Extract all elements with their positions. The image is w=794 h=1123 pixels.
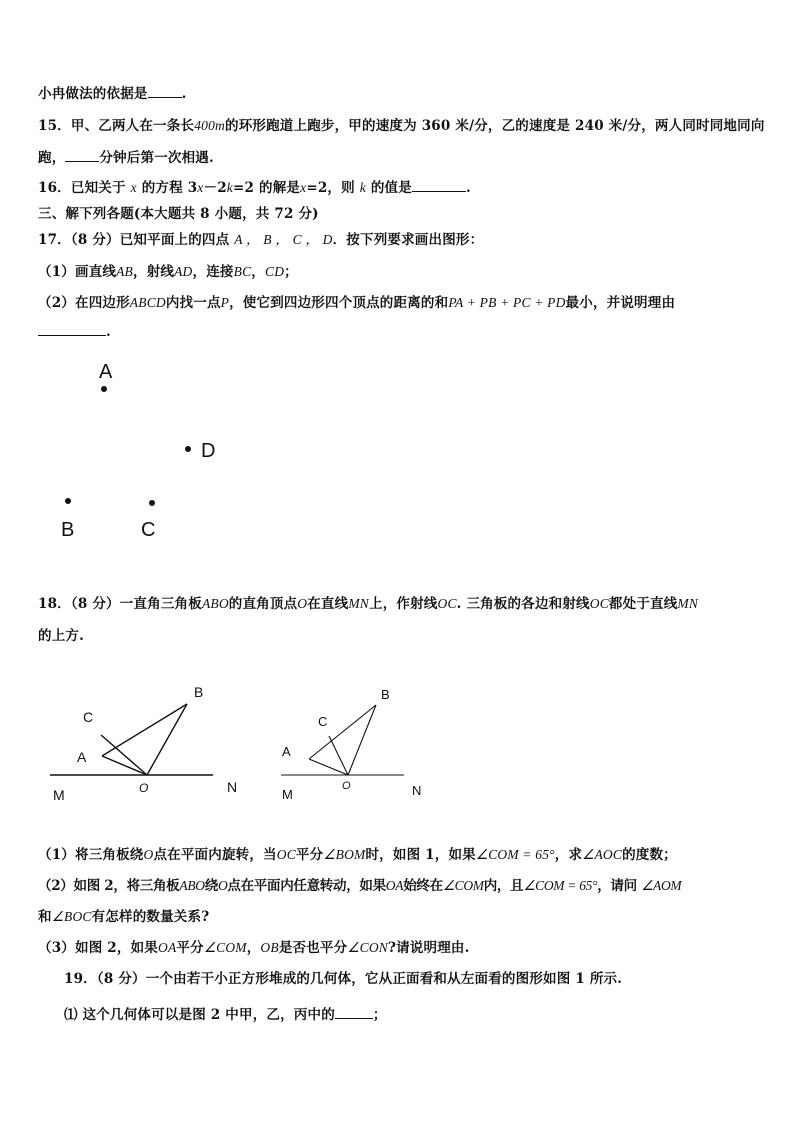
point-C [149, 500, 155, 506]
math: k [359, 180, 366, 195]
question-18-2-cont [38, 905, 209, 925]
text: ， [246, 940, 261, 956]
question-18-cont [38, 624, 84, 644]
label-M: M [282, 787, 293, 802]
text: 的值是 [370, 180, 412, 196]
question-19 [64, 967, 622, 987]
math: ∠BOC [51, 909, 92, 924]
math: ∠COM = 65° [475, 847, 555, 862]
math: OA [158, 940, 177, 955]
question-15-cont [38, 146, 214, 166]
math: A ， B ， C ， D [234, 232, 333, 247]
text: . 三角板的各边和射线 [456, 596, 590, 612]
text: ； [372, 1007, 387, 1023]
text: ?请说明理由. [388, 940, 470, 956]
label-A: A [99, 361, 113, 383]
text: 19．（8 分）一个由若干小正方形堆成的几何体，它从正面看和从左面看的图形如图 1 所示. [64, 971, 623, 987]
text: ，射线 [133, 264, 175, 280]
text: ，使它到四边形四个顶点的距离的和 [229, 295, 449, 311]
math: 400m [194, 118, 225, 133]
answer-blank [65, 149, 99, 162]
text: 点在平面内任意转动，如果 [227, 878, 386, 894]
figure-18-2 [278, 680, 438, 810]
figure-18-1 [45, 680, 265, 810]
text: （1）将三角板绕 [38, 847, 144, 863]
label-O: O [139, 781, 149, 795]
text: =2 的解是 [233, 180, 301, 196]
math: ABO [179, 878, 205, 893]
label-B: B [381, 687, 390, 702]
label-B: B [61, 519, 75, 541]
question-17-2-cont [38, 323, 111, 340]
text: . [465, 180, 471, 196]
text: 分钟后第一次相遇. [99, 150, 214, 166]
text: 在直线 [307, 596, 349, 612]
math: O [297, 596, 308, 611]
question-19-1 [64, 1003, 387, 1023]
point-B [65, 498, 71, 504]
math: MN [677, 596, 699, 611]
math: OA [385, 878, 404, 893]
label-A: A [77, 749, 87, 765]
question-18 [38, 592, 698, 612]
text: ．按下列要求画出图形： [332, 232, 484, 248]
text: ，请问 [597, 878, 637, 894]
label-C: C [141, 519, 156, 541]
label-N: N [412, 783, 422, 798]
figure-four-points [40, 355, 300, 555]
segment-OB [348, 705, 376, 775]
math: CD [264, 264, 285, 279]
text: （1）画直线 [38, 264, 117, 280]
text: 三、解下列各题(本大题共 8 小题，共 72 分) [38, 206, 319, 222]
text: . [181, 86, 187, 102]
text: 跑， [38, 150, 66, 166]
text-line-1 [38, 82, 187, 102]
answer-blank [412, 179, 466, 192]
math: OB [260, 940, 279, 955]
label-M: M [53, 787, 65, 803]
text: 内，且 [483, 878, 524, 894]
math: ∠BOM [323, 847, 366, 862]
label-D: D [201, 440, 216, 462]
math: O [143, 847, 154, 862]
text: ，连接 [192, 264, 234, 280]
text: 的度数； [622, 847, 677, 863]
text: 的方程 3 [141, 180, 198, 196]
math: BC [233, 264, 252, 279]
text: （2）在四边形 [38, 295, 130, 311]
label-A: A [282, 744, 291, 759]
math: OC [276, 847, 296, 862]
text: （3）如图 2，如果 [38, 940, 158, 956]
math: ∠COM [442, 878, 484, 893]
text: 平分 [295, 847, 324, 863]
question-18-3 [38, 936, 470, 956]
question-18-1 [38, 843, 677, 863]
math: ∠CON [347, 940, 388, 955]
segment-OB [147, 704, 187, 775]
question-18-2 [38, 874, 681, 894]
math: MN [348, 596, 369, 611]
math: P [220, 295, 230, 310]
point-D [185, 446, 191, 452]
text: ⑴ 这个几何体可以是图 2 中甲，乙，丙中的 [64, 1007, 335, 1023]
text: （2）如图 2，将三角板 [38, 878, 180, 894]
math: OC [437, 596, 457, 611]
math: x [130, 180, 137, 195]
math: OC [589, 596, 609, 611]
text: ； [284, 264, 298, 280]
question-17 [38, 228, 483, 248]
math: ABCD [129, 295, 166, 310]
math: x [197, 180, 204, 195]
text: 小冉做法的依据是 [38, 86, 148, 102]
text: 和 [38, 909, 52, 925]
text: 的环形跑道上跑步，甲的速度为 360 米/分，乙的速度是 240 米/分，两人同时同地同向 [225, 118, 765, 134]
text: 18．（8 分）一直角三角板 [38, 596, 202, 612]
text: 16．已知关于 [38, 180, 126, 196]
math: x [300, 180, 307, 195]
math: ABO [201, 596, 229, 611]
label-C: C [318, 714, 328, 729]
label-B: B [194, 684, 204, 700]
text: 最小，并说明理由 [565, 295, 676, 311]
text: =2，则 [306, 180, 355, 196]
ray-OC [101, 735, 147, 775]
section-heading [38, 202, 319, 222]
label-O: O [342, 780, 351, 792]
math: PA + PB + PC + PD [448, 295, 566, 310]
text: 都处于直线 [608, 596, 678, 612]
math: AD [174, 264, 193, 279]
text: 17．（8 分）已知平面上的四点 [38, 232, 230, 248]
math: k [226, 180, 233, 195]
segment-AB [102, 704, 187, 756]
math: AB [116, 264, 133, 279]
point-A [101, 386, 107, 392]
math: ∠AOM [641, 878, 682, 893]
question-17-1 [38, 260, 298, 280]
text: ，求 [554, 847, 583, 863]
math: ∠AOC [582, 847, 623, 862]
ray-OC [329, 736, 348, 775]
text: . [106, 324, 111, 340]
text: 平分 [176, 940, 204, 956]
text: 始终在 [403, 878, 443, 894]
text: 点在平面内旋转，当 [153, 847, 277, 863]
text: 内找一点 [165, 295, 221, 311]
math: O [217, 878, 228, 893]
text: 时，如图 1，如果 [365, 847, 476, 863]
text: －2 [203, 180, 227, 196]
math: ∠COM = 65° [523, 878, 598, 893]
question-15 [38, 114, 765, 134]
label-C: C [83, 709, 94, 725]
math: ∠COM [203, 940, 247, 955]
question-16 [38, 176, 471, 196]
text: 15．甲、乙两人在一条长 [38, 118, 195, 134]
text: 上，作射线 [369, 596, 438, 612]
answer-blank [148, 85, 182, 98]
segment-OA [309, 759, 348, 775]
label-N: N [227, 779, 238, 795]
text: ， [251, 264, 265, 280]
question-17-2 [38, 291, 675, 311]
text: 是否也平分 [278, 940, 348, 956]
text: 绕 [204, 878, 218, 894]
segment-OA [102, 756, 147, 775]
text: 的上方. [38, 628, 84, 644]
text: 的直角顶点 [228, 596, 298, 612]
text: 有怎样的数量关系? [91, 909, 210, 925]
answer-blank [335, 1006, 373, 1019]
answer-blank [38, 323, 106, 336]
